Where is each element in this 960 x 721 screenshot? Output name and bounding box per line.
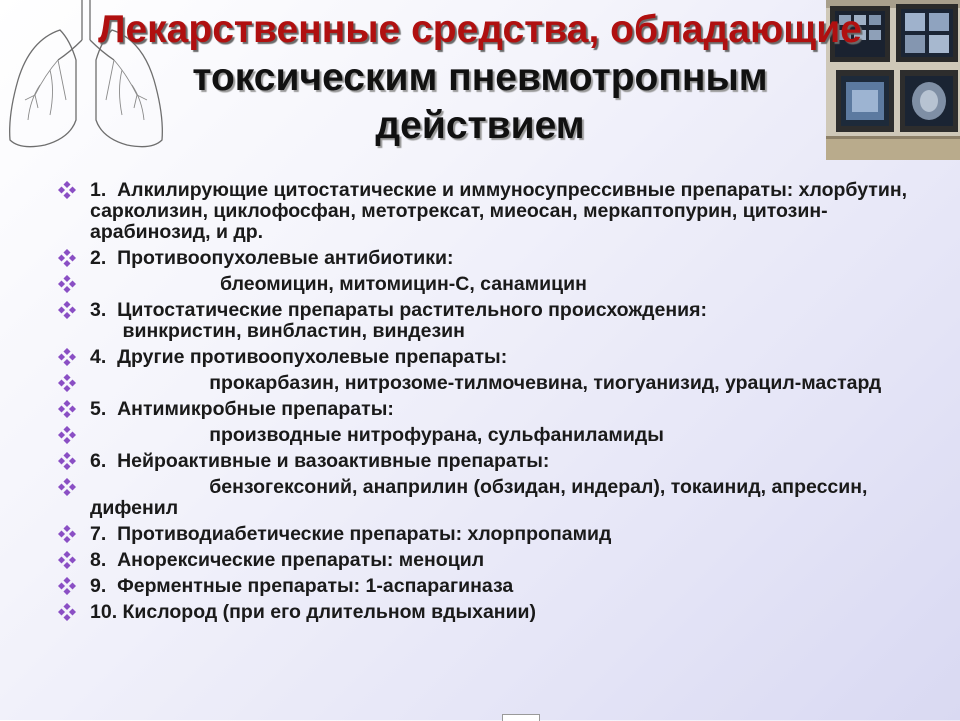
- four-diamond-bullet-icon: [58, 603, 76, 621]
- four-diamond-bullet-icon: [58, 525, 76, 543]
- list-item-text: 9. Ферментные препараты: 1-аспарагиназа: [90, 575, 514, 597]
- list-item: [58, 399, 918, 420]
- list-item: [58, 180, 918, 243]
- list-item: [58, 524, 918, 545]
- four-diamond-bullet-icon: [58, 478, 76, 496]
- list-item: [58, 425, 918, 446]
- list-item: [58, 576, 918, 597]
- list-item-text: прокарбазин, нитрозоме-тилмочевина, тиогуанизид, урацил-мастард: [90, 372, 882, 394]
- list-item-text: 7. Противодиабетические препараты: хлорпропамид: [90, 523, 612, 545]
- four-diamond-bullet-icon: [58, 400, 76, 418]
- four-diamond-bullet-icon: [58, 249, 76, 267]
- list-item-text: бензогексоний, анаприлин (обзидан, индерал), токаинид, апрессин, дифенил: [90, 476, 873, 519]
- list-item-text: 1. Алкилирующие цитостатические и иммуносупрессивные препараты: хлорбутин, сарколизин, циклофосфан, метотрексат, миеосан, меркаптопурин, цитозин-арабинозид, и др.: [90, 179, 913, 243]
- four-diamond-bullet-icon: [58, 301, 76, 319]
- four-diamond-bullet-icon: [58, 551, 76, 569]
- list-item-text: 3. Цитостатические препараты растительного происхождения: винкристин, винбластин, виндезин: [90, 299, 708, 342]
- list-item: [58, 373, 918, 394]
- four-diamond-bullet-icon: [58, 452, 76, 470]
- title-line-3: действием: [375, 104, 585, 147]
- list-item: [58, 248, 918, 269]
- title-line-1: Лекарственные средства, обладающие: [98, 8, 862, 51]
- list-item: [58, 550, 918, 571]
- list-item: [58, 477, 918, 519]
- list-item-text: 4. Другие противоопухолевые препараты:: [90, 346, 508, 368]
- four-diamond-bullet-icon: [58, 181, 76, 199]
- four-diamond-bullet-icon: [58, 348, 76, 366]
- list-item-text: 5. Антимикробные препараты:: [90, 398, 394, 420]
- list-item: [58, 300, 918, 342]
- drug-list: [58, 180, 918, 628]
- list-item-text: блеомицин, митомицин-С, санамицин: [90, 273, 587, 295]
- slide-title: [40, 6, 920, 150]
- title-line-2: токсическим пневмотропным: [192, 56, 768, 99]
- four-diamond-bullet-icon: [58, 374, 76, 392]
- list-item: [58, 451, 918, 472]
- four-diamond-bullet-icon: [58, 426, 76, 444]
- four-diamond-bullet-icon: [58, 577, 76, 595]
- list-item-text: 8. Анорексические препараты: меноцил: [90, 549, 485, 571]
- list-item-text: 6. Нейроактивные и вазоактивные препараты:: [90, 450, 550, 472]
- list-item: [58, 274, 918, 295]
- list-item-text: 2. Противоопухолевые антибиотики:: [90, 247, 454, 269]
- four-diamond-bullet-icon: [58, 275, 76, 293]
- list-item-text: 10. Кислород (при его длительном вдыхании): [90, 601, 537, 623]
- list-item: [58, 602, 918, 623]
- list-item: [58, 347, 918, 368]
- list-item-text: производные нитрофурана, сульфаниламиды: [90, 424, 664, 446]
